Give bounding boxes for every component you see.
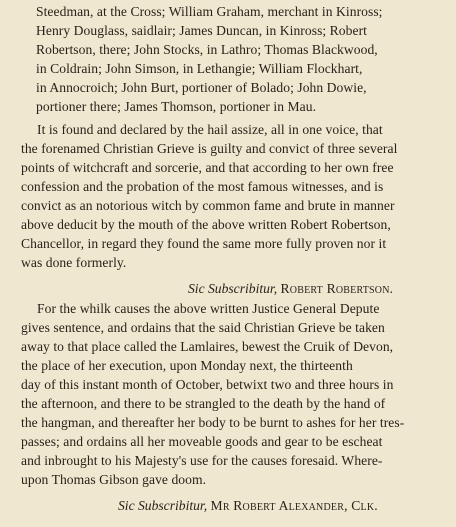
text-line: the forenamed Christian Grieve is guilty and convict of three several	[21, 141, 398, 156]
signature-alexander	[118, 497, 378, 515]
signature-name: Robert Robertson.	[280, 281, 394, 296]
text-line: Henry Douglass, saidlair; James Duncan, in Kinross; Robert	[36, 23, 367, 38]
text-line: and inbrought to his Majesty's use for the causes foresaid. Where-	[21, 453, 383, 468]
text-line: convict as an notorious witch by common fame and brute in manner	[21, 198, 395, 213]
text-line: the hangman, and thereafter her body to be burnt to ashes for her tres-	[21, 415, 405, 430]
text-line: day of this instant month of October, betwixt two and three hours in	[21, 377, 394, 392]
text-line: passes; and ordains all her moveable goods and gear to be escheat	[21, 434, 383, 449]
text-line: upon Thomas Gibson gave doom.	[21, 472, 207, 487]
signature-robertson	[188, 280, 393, 298]
text-line: away to that place called the Lamlaires, bewest the Cruik of Devon,	[21, 339, 394, 354]
text-line: in Annocroich; John Burt, portioner of Bolado; John Dowie,	[36, 80, 367, 95]
text-line: Chancellor, in regard they found the same more fully proven nor it	[21, 236, 387, 251]
text-line: was done formerly.	[21, 255, 127, 270]
text-line: in Coldrain; John Simson, in Lethangie; William Flockhart,	[36, 61, 363, 76]
text-line: confession and the probation of the most famous witnesses, and is	[21, 179, 384, 194]
text-line: For the whilk causes the above written Justice General Depute	[37, 301, 380, 316]
signature-italic: Sic Subscribitur,	[188, 281, 278, 296]
text-line: points of witchcraft and sorcerie, and that according to her own free	[21, 160, 394, 175]
text-line: Steedman, at the Cross; William Graham, merchant in Kinross;	[36, 4, 383, 19]
text-line: the place of her execution, upon Monday next, the thirteenth	[21, 358, 353, 373]
text-line: above deducit by the mouth of the above written Robert Robertson,	[21, 217, 391, 232]
text-line: portioner there; James Thomson, portioner in Mau.	[36, 99, 317, 114]
text-line: gives sentence, and ordains that the said Christian Grieve be taken	[21, 320, 385, 335]
text-line: Robertson, there; John Stocks, in Lathro; Thomas Blackwood,	[36, 42, 378, 57]
text-line: It is found and declared by the hail assize, all in one voice, that	[37, 122, 383, 137]
signature-italic: Sic Subscribitur,	[118, 498, 208, 513]
signature-name: Mr Robert Alexander, Clk.	[210, 498, 378, 513]
text-line: the afternoon, and there to be strangled to the death by the hand of	[21, 396, 386, 411]
